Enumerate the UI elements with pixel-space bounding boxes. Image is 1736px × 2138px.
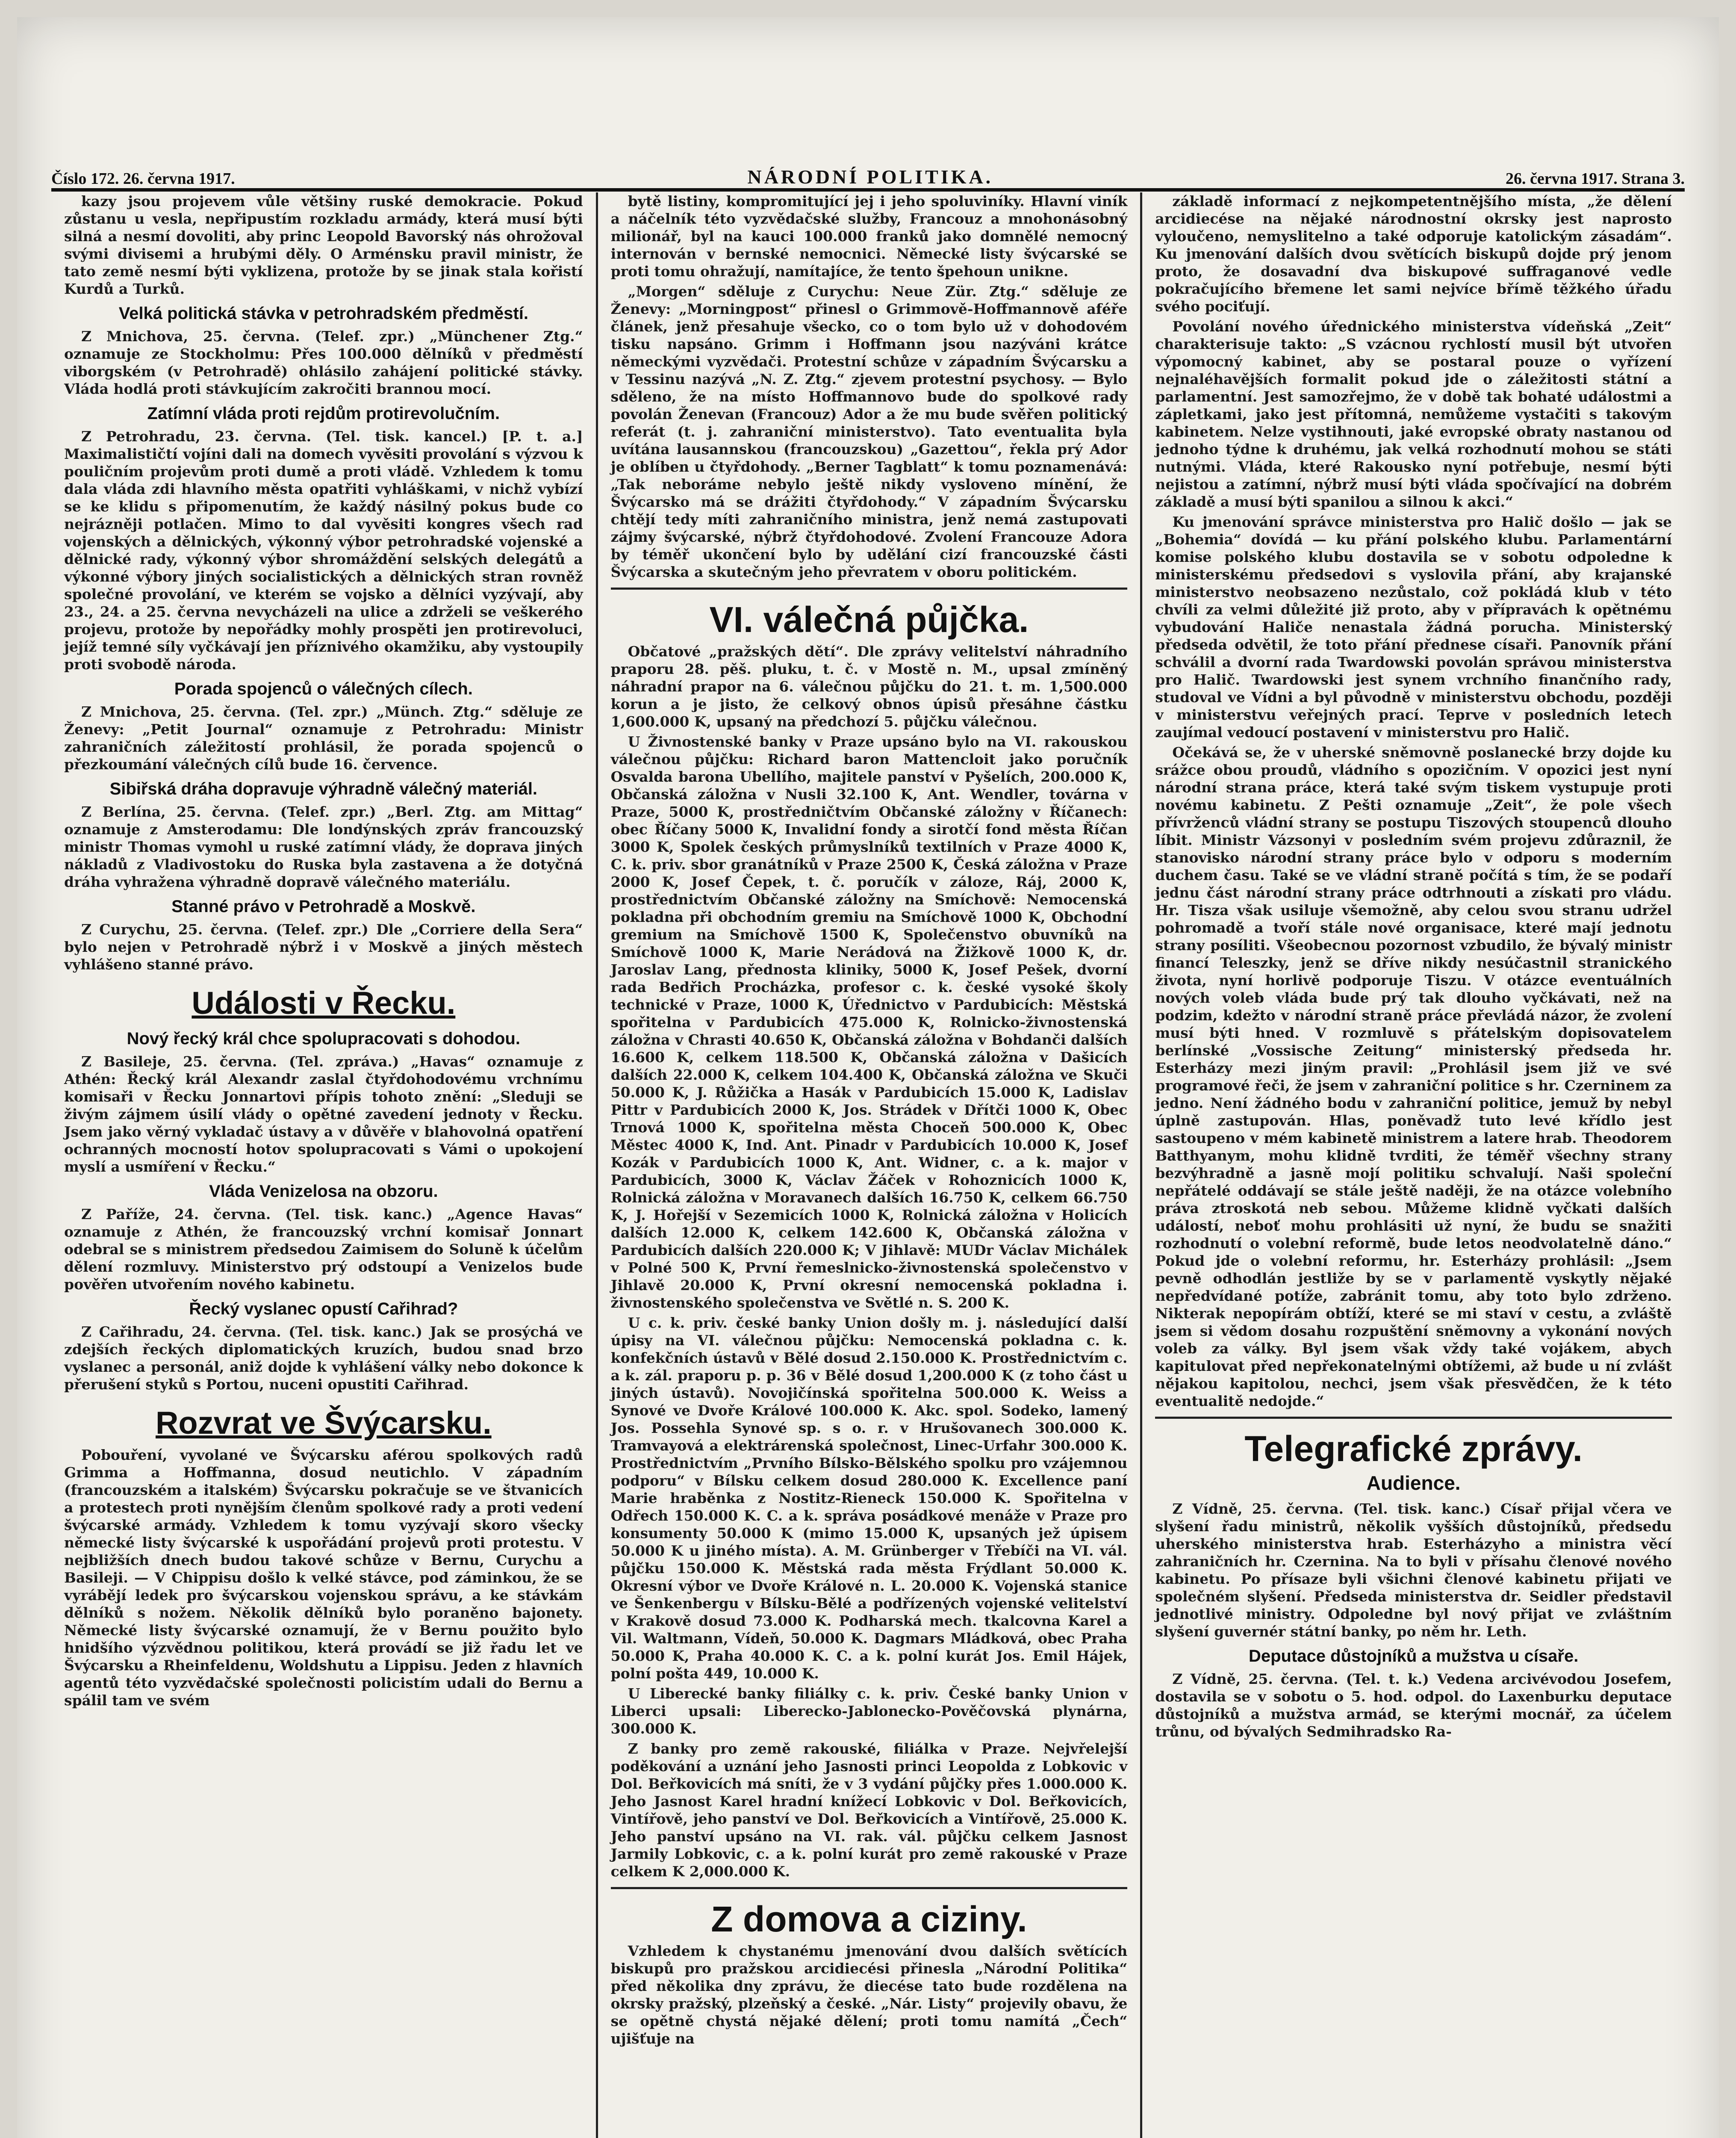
article-text: Z Mnichova, 25. června. (Telef. zpr.) „Münchener Ztg.“ oznamuje ze Stockholmu: Přes 100.000 dělníků v předměstí viborgském (v Petrohradě) ohlásilo zahájení politické stávky. Vláda hodlá proti stávkujícím zakročiti brannou mocí.: [64, 328, 583, 397]
article-heading: Velká politická stávka v petrohradském předměstí.: [118, 304, 528, 323]
article-heading: Deputace důstojníků a mužstva u císaře.: [1248, 1647, 1579, 1666]
article-text: Z Curychu, 25. června. (Telef. zpr.) Dle „Corriere della Sera“ bylo nejen v Petrohradě nýbrž i v Moskvě a jiných městech vyhlášeno stanné právo.: [64, 921, 583, 973]
article-heading: Zatímní vláda proti rejdům protirevolučním.: [147, 404, 500, 423]
section-heading: Události v Řecku.: [192, 985, 456, 1021]
divider: [611, 1887, 1128, 1889]
divider: [611, 588, 1128, 590]
article-text: Z Berlína, 25. června. (Telef. zpr.) „Berl. Ztg. am Mittag“ oznamuje z Amsterodamu: Dle londýnských zpráv francouzský ministr Thomas vymohl u ruské zatímní vlády, že doprava jiných nákladů z Vladivostoku do Ruska byla zastavena a že dotyčná dráha vyhražena výhradně dopravě válečného materiálu.: [64, 803, 583, 890]
article-heading: Vláda Venizelosa na obzoru.: [209, 1182, 438, 1201]
article-heading: Audience.: [1366, 1472, 1461, 1494]
column-2: [596, 192, 1141, 2138]
section-heading: Telegrafické zprávy.: [1244, 1429, 1583, 1469]
section-heading: Z domova a cizinу.: [711, 1899, 1027, 1939]
article-text: bytě listiny, kompromitující jej i jeho spoluviníky. Hlavní viník a náčelník této vyzvědačské služby, Francouz a mnohonásobný milionář, byl na kauci 100.000 franků jako domnělé nemocný internován v bernské nemocnici. Německé listy švýcarské se proti tomu ohražují, namítajíce, že tento špehoun unikne.: [610, 193, 1128, 280]
newspaper-page: [17, 17, 1719, 2138]
article-text: Z banky pro země rakouské, filiálka v Praze. Nejvřelejší poděkování a uznání jeho Jasnosti princi Leopolda z Lobkovic v Dol. Beřkovicích má sníti, že v 3 vydání půjčky přes 1.000.000 K. Jeho Jasnost Karel hradní knížecí Lobkovic v Dol. Beřkovicích, Vintířově, jeho panství ve Dol. Beřkovicích a Vintířově, 25.000 K. Jeho panství upsáno na VI. rak. vál. půjčku celkem Jasnost Jarmily Lobkovic, c. a k. polní kurát pro země rakouské v Praze celkem K 2,000.000 K.: [610, 1740, 1128, 1880]
article-text: U c. k. priv. české banky Union došly m. j. následující další úpisy na VI. válečnou půjčku: Nemocenská pokladna c. k. konfekčních ústavů v Bělé dosud 2.150.000 K. Prostřednictvím c. a k. zál. praporu p. p. 36 v Bělé dosud 1,200.000 K (z toho část u jiných ústavů). Novojičínská spořitelna 500.000 K. Weiss a Synové ve Dvoře Králové 100.000 K. Akc. spol. Sodeko, lamený Jos. Possehla Synové sp. s o. r. v Hrušovanech 300.000 K. Tramvayová a elektrárenská společnost, Linec-Urfahr 300.000 K. Prostřednictvím „Prvního Bílsko-Bělského spolku pro vzájemnou podporu“ v Bílsku celkem dosud 280.000 K. Excellence paní Marie hraběnka z Nostitz-Rieneck 150.000 K. Spořitelna v Odřech 150.000 K. C. a k. správa posádkové menáže v Praze pro konsumenty 50.000 K (mimo 15.000 K, upsaných jež úpisem 50.000 K u jiného místa). A. M. Grünberger v Třebíči na VI. vál. půjčku 150.000 K. Městská rada města Frýdlant 50.000 K. Okresní výbor ve Dvoře Králové n. L. 20.000 K. Vojenská stanice ve Šenkenbergu v Bílsku-Bělé a podřízených vojenské velitelství v Krakově dosud 73.000 K. Podharská mech. tkalcovna Karel a Vil. Waltmann, Vídeň, 50.000 K. Dagmars Mládková, obec Praha 50.000 K, Praha 40.000 K. C. a k. polní kurát Jos. Emil Hájek, polní pošta 449, 10.000 K.: [610, 1314, 1128, 1682]
section-heading: Rozvrat ve Švýcarsku.: [155, 1405, 492, 1441]
issue-date-right: 26. června 1917. Strana 3.: [1505, 170, 1685, 188]
article-heading: Porada spojenců o válečných cílech.: [174, 679, 473, 698]
article-text: Občatové „pražských dětí“. Dle zprávy velitelství náhradního praporu 28. pěš. pluku, t. č. v Mostě n. M., upsal zmíněný náhradní prapor na 6. válečnou půjčku do 21. t. m. 1,500.000 korun a je jisto, že celkový obnos úpisů přesáhne částku 1,600.000 K, upsaný na předchozí 5. půjčku válečnou.: [610, 643, 1128, 730]
article-text: Z Mnichova, 25. června. (Tel. zpr.) „Münch. Ztg.“ sděluje ze Ženevy: „Petit Journal“ oznamuje z Petrohradu: Ministr zahraničních záležitostí prohlásil, že porada spojenců o přezkoumání válečných cílů bude 16. července.: [64, 703, 583, 773]
article-text: Z Paříže, 24. června. (Tel. tisk. kanc.) „Agence Havas“ oznamuje z Athén, že francouzský vrchní komisař Jonnart odebral se s ministrem předsedou Zaimisem do Soluně k účelům dělení rozmluvy. Ministerstvo prý odstoupí a Venizelos bude pověřen utvořením nového kabinetu.: [64, 1206, 583, 1293]
article-text: základě informací z nejkompetentnějšího místa, „že dělení arcidiecése na nějaké národnostní okrsky jest naprosto vyloučeno, nemyslitelno a také odporuje katolickým zásadám“. Ku jmenování dalších dvou světících biskupů dojde prý jenom proto, že dosavadní dva biskupové suffraganové vedle pokračujícího břemene let sami nejvíce břímě těžkého úřadu svého pociťují.: [1155, 193, 1672, 315]
column-1: [51, 192, 596, 2138]
newspaper-title: NÁRODNÍ POLITIKA.: [747, 166, 993, 188]
article-text: U Živnostenské banky v Praze upsáno bylo na VI. rakouskou válečnou půjčku: Richard baron Mattencloit jako poručník Osvalda barona Ubellího, majitele panství v Pyšelích, 200.000 K, Občanská záložna v Nusli 32.100 K, Ant. Wendler, továrna v Praze, 5000 K, prostředničtvím Občanské záložny v Říčanech: obec Říčany 5000 K, Invalidní fondy a sirotčí fond města Říčan 3000 K, Spolek českých průmyslníků textilních v Praze 4000 K, C. k. priv. sbor granátníků v Praze 2500 K, Česká záložna v Praze 2000 K, Josef Čepek, t. č. poručík v záloze, Ráj, 2000 K, prostřednictvím Občanské záložny na Smíchově: Nemocenská pokladna při obchodním gremiu na Smíchově 1000 K, Obchodní gremium na Smíchově 1500 K, Společenstvo obuvníků na Smíchově 1000 K, Marie Nerádová na Žižkově 1000 K, dr. Jaroslav Lang, přednosta kliniky, 5000 K, Josef Pešek, dvorní rada Bedřich Procházka, profesor c. k. české vysoké školy technické v Praze, 1000 K, Úřednictvo v Pardubicích: Městská spořitelna v Pardubicích 475.000 K, Rolnicko-živnostenská záložna v Chrasti 40.650 K, Občanská záložna v Bohdanči dalších 16.600 K, celkem 118.500 K, Občanská záložna v Dašicích dalších 22.000 K, celkem 104.400 K, Občanská záložna ve Skuči 50.000 K, J. Růžička a Hasák v Pardubicích 15.000 K, Ladislav Pittr v Pardubicích 2000 K, Jos. Strádek v Dřítči 1000 K, Obec Trnová 1000 K, spořitelna města Choceň 500.000 K, Obec Městec 4000 K, Ind. Ant. Pinadr v Pardubicích 10.000 K, Josef Kozák v Pardubicích 1000 K, Ant. Widner, c. a k. major v Pardubicích, 3000 K, Václav Žáček v Rohoznicích 1000 K, Rolnická záložna v Moravanech dalších 16.750 K, celkem 66.750 K, J. Hořejší v Sezemicích 1000 K, Rolnická záložna v Holicích dalších 12.000 K, celkem 142.600 K, Občanská záložna v Pardubicích dalších 220.000 K; V Jihlavě: MUDr Václav Michálek v Polné 500 K, První řemeslnicko-živnostenská společenstvo v Jihlavě 20.000 K, První okresní nemocenská pokladna i. živnostenského společenstva ve Světlé n. S. 200 K.: [610, 733, 1128, 1311]
article-text: Očekává se, že v uherské sněmovně poslanecké brzy dojde ku srážce obou proudů, vládního s opozičním. V opozici jest nyní národní strana práce, která také svým tiskem vystupuje proti novému kabinetu. Z Pešti oznamuje „Zeit“, že pole všech přívrženců vládní strany se postupu Tiszových stoupenců dlouho líbit. Ministr Vázsonyi v posledním svém projevu zdůraznil, že stanovisko národní strany práce bylo v odporu s moderním duchem času. Také se ve vládní straně počítá s tím, že se podaří jednu část národní strany práce odtrhnouti a získati pro vládu. Hr. Tisza však usiluje všemožně, aby celou svou stranu udržel pohromadě a tvoří stále nové organisace, které mají jednotu strany posíliti. Všeobecnou pozornost vzbudilo, že bývalý ministr financí Teleszky, jenž se dříve nikdy nesúčastnil stranického života, nyní horlivě podporuje Tiszu. V otázce eventuálních nových voleb vláda bude prý tak dlouho vyčkávati, než na podzim, kdežto v národní straně práce převládá názor, že zvolení musí býti hned. V rozmluvě s přátelským dopisovatelem berlínské „Vossische Zeitung“ ministerský předseda hr. Esterházy mezi jiným pravil: „Prohlásil jsem již ve své programové řeči, že jsem v zahraniční politice s hr. Czerninem za jedno. Není žádného bodu v zahraniční politice, jemuž by nebyl úplně zastupován. Hlas, poněvadž tuto levé křídlo jest sastoupeno v mém kabinetě ministrem a latere hrab. Theodorem Batthyanym, mohu klidně tvrditi, že téměř všechny strany bezvýhradně a jasně mojí politiku schvalují. Naši společní nepřátelé oddávají se stále ještě naději, že na otázce volebního práva ztroskotá neb sebou. Můžeme klidně vyčkati dalších událostí, neboť mohu prohlásiti už nyní, že budu se snažiti rozhodnutí o volební reformě, bude letos neodvolatelně dáno.“ Pokud jde o volební reformu, hr. Esterházy prohlásil: „Jsem pevně odhodlán jestliže by se v parlamentě vyskytly nějaké nepředvídané potíže, zabránit tomu, aby toto bylo zdrženo. Nikterak nepopírám obtíží, které se mi staví v cestu, a zvláště jsem si vědom dosahu rozpuštění sněmovny a vykonání nových voleb za války. Byl jsem však vždy také vojákem, abych kapitulovat před nepřekonatelnými obtížemi, až bude u ní zvlášt nějakou kapitolou, nechci, jsem však přesvědčen, že k této eventualitě nedojde.“: [1155, 744, 1672, 1409]
divider: [1155, 1417, 1672, 1419]
article-heading: Sibiřská dráha dopravuje výhradně válečný materiál.: [109, 780, 538, 798]
article-text: Z Basileje, 25. června. (Tel. zpráva.) „Havas“ oznamuje z Athén: Řecký král Alexandr zaslal čtyřdohodovému vrchnímu komisaři v Řecku Jonnartovi přípis tohoto znění: „Sleduji se živým zájmem úsilí vlády o opětné zavedení jednoty v Řecku. Jsem jako věrný vykladač ústavy a v důvěře v blahovolná opatření ochranných mocností hotov spolupracovati s Vámi o upokojení myslí a usmíření v Řecku.“: [64, 1053, 583, 1175]
issue-date-left: Číslo 172. 26. června 1917.: [51, 170, 235, 188]
article-text: Vzhledem k chystanému jmenování dvou dalších světících biskupů pro pražskou arcidiecési přinesla „Národní Politika“ před několika dny zprávu, že diecése tato bude rozdělena na okrsky pražský, plzeňský a české. „Nár. Listy“ projevily obavu, že se opětně chystá nějaké dělení; proti tomu namítá „Čech“ ujišťuje na: [610, 1943, 1128, 2047]
article-text: Z Vídně, 25. června. (Tel. t. k.) Vedena arcivévodou Josefem, dostavila se v sobotu o 5. hod. odpol. do Laxenburku deputace důstojníků a mužstva armád, se kterými mocnář, za účelem trůnu, od bývalých Sedmihradsko Ra-: [1155, 1671, 1672, 1740]
article-heading: Řecký vyslanec opustí Cařihrad?: [189, 1299, 458, 1318]
article-text: „Morgen“ sděluje z Curychu: Neue Zür. Ztg.“ sděluje ze Ženevy: „Morningpost“ přinesl o Grimmově-Hoffmannově aféře článek, jenž přesahuje všecko, co o tom bylo už v dohodovém tisku napsáno. Grimm i Hoffmann jsou nazýváni krátce německými vyzvědači. Protestní schůze v západním Švýcarsku a v Tessinu nazývá „N. Z. Ztg.“ zjevem protestní psychosy. — Bylo sděleno, že na místo Hoffmannovo bude do spolkové rady povolán Ženevan (Francouz) Ador a že mu bude svěřen politický referát (t. j. zahraniční ministerstvo). Tato eventualita byla uvítána lausannskou (francouzskou) „Gazettou“, řekla prý Ador je oblíben u čtyřdohody. „Berner Tagblatt“ k tomu poznamenává: „Tak neboráme nebylo ještě nikdy vysloveno mínění, že Švýcarsko má se drážiti čtyřdohody.“ V západním Švýcarsku chtějí tedy míti zahraničního ministra, jenž nemá zastupovati zájmy švýcarské, nýbrž čtyřdohodové. Zvolení Francouze Adora by téměř ukončení bylo by udělání cizí francouzské části Švýcarska a skutečným jeho převratem v oboru politickém.: [610, 283, 1128, 580]
section-heading: VI. válečná půjčka.: [709, 599, 1029, 640]
masthead: [51, 158, 1685, 192]
article-heading: Nový řecký král chce spolupracovati s dohodou.: [127, 1029, 520, 1048]
article-heading: Stanné právo v Petrohradě a Moskvě.: [171, 897, 476, 916]
article-text: kazy jsou projevem vůle většiny ruské demokracie. Pokud zůstanu u vesla, nepřipustím rozkladu armády, která musí býti silná a nesmí dovoliti, aby princ Leopold Bavorský nás ohrožoval svými divisemi a hrubými děly. O Arménsku pravil ministr, že tato země nesmí býti vyklizena, protože by se jinak stala kořistí Kurdů a Turků.: [64, 193, 583, 297]
article-text: Z Petrohradu, 23. června. (Tel. tisk. kancel.) [P. t. a.] Maximalističtí vojíni dali na domech vyvěsiti provolání s výzvou k pouličním projevům proti dumě a proti vládě. Vzhledem k tomu dala vláda zdi hlavního města opatřiti vyhláškami, v nichž vybízí se ke klidu s připomenutím, že každý násilný pokus bude co nejrázněji potlačen. Mimo to dal vyvěsiti kongres všech rad vojenských a dělnických, výkonný výbor petrohradské vojenské a dělnické rady, výkonný výbor shromáždění selských delegátů a výkonné výbory jiných socialistických a dělnických stran rovněž společné provolání, ve kterém se vojsko a dělníci vyzývají, aby 23., 24. a 25. června nevycházeli na ulice a zdrželi se veškerého projevu, protože by nepořádky mohly prospěti jen protirevoluci, jejíž temné síly vyčkávají jen příznivého okamžiku, aby vystoupily proti svobodě národa.: [64, 428, 583, 673]
article-text: Povolání nového úřednického ministerstva vídeňská „Zeit“ charakterisuje takto: „S vzácnou rychlostí musil být utvořen výpomocný kabinet, aby se postaral pouze o vyřízení nejnaléhavějších formalit pokud jde o záležitosti státní a parlamentní. Jest samozřejmo, že v době tak bohaté událostmi a zápletkami, jako jest přítomná, nemůžeme vystačiti s takovým kabinetem. Nelze vystihnouti, jaké evropské obraty nastanou od jednoho týdne k druhému, jak velká rozhodnutí mohou se státi nutnými. Vláda, které Rakousko nyní potřebuje, nesmí býti nejistou a zatímní, nýbrž musí býti vláda spočívající na dobrém základě a musí býti spanilou a silnou k akci.“: [1155, 318, 1672, 510]
article-text: Z Cařihradu, 24. června. (Tel. tisk. kanc.) Jak se prosýchá ve zdejších řeckých diplomatických kruzích, budou snad brzo vyslanec a personál, aniž dojde k vyhlášení války nebo dokonce k přerušení styků s Portou, nuceni opustiti Cařihrad.: [64, 1323, 583, 1393]
article-text: Ku jmenování správce ministerstva pro Halič došlo — jak se „Bohemia“ dovídá — ku přání polského klubu. Parlamentární komise polského klubu dostavila se v sobotu odpoledne k ministerskému předsedovi s vyslovila přání, aby krajanské ministerstvo neobsazeno nezůstalo, což pokládá klub v této chvíli za velmi důležité již proto, aby v přípravách k opětnému vybudování Haliče nenastala žádná porucha. Ministerský předseda odvětil, že toto přání přednese císaři. Panovník přání schválil a dvorní rada Twardowski povolán správou ministerstva pro Halič. Twardowski jest synem vrchního finančního rady, studoval ve Vídni a byl původně v ministerstvu obchodu, později v ministerstvu veřejných prací. Teprve v posledních letech zaujímal vedoucí postavení v ministerstvu pro Halič.: [1155, 514, 1672, 741]
article-text: Pobouření, vyvolané ve Švýcarsku aférou spolkových radů Grimma a Hoffmanna, dosud neutichlo. V západním (francouzském a italském) Švýcarsku pokračuje se ve štvanicích a protestech proti nynějším členům spolkové rady a proti vedení švýcarské armády. Vzhledem k tomu vyzývají skoro všecky německé listy švýcarské k uspořádání projevů proti protestu. V nejbližších dnech budou takové schůze v Bernu, Curychu a Basileji. — V Chippisu došlo k velké stávce, pod záminkou, že se vyrábějí ledek pro švýcarskou vojenskou správu, a ke stávkám dělníků s nožem. Několik dělníků bylo poraněno bajonety. Německé listy švýcarské oznamují, že v Bernu použito bylo hnidšího výzvědnou politikou, která provádí se již řadu let ve Švýcarsku a Rheinfeldenu, Woldshutu a Lippisu. Jeden z hlavních agentů této vyzvědačské společnosti policistím udali do Bernu a spálil tam ve svém: [64, 1447, 583, 1709]
article-text: U Liberecké banky filiálky c. k. priv. České banky Union v Liberci upsali: Liberecko-Jablonecko-Pověčovská plynárna, 300.000 K.: [610, 1685, 1128, 1737]
article-text: Z Vídně, 25. června. (Tel. tisk. kanc.) Císař přijal včera ve slyšení řadu ministrů, několik vyšších důstojníků, předsedu uherského ministerstva hrab. Esterházyho a ministra věcí zahraničních hr. Czernina. Na to byli v přísahu členové nového kabinetu. Po přísaze byli všichni členové kabinetu přijati ve společném slyšení. Předseda ministerstva dr. Seidler představil jednotlivé ministry. Odpoledne byl nový přijat ve zvláštním slyšení guvernér státní banky, po něm hr. Leth.: [1155, 1500, 1672, 1640]
columns: [51, 192, 1685, 2138]
column-3: [1140, 192, 1685, 2138]
